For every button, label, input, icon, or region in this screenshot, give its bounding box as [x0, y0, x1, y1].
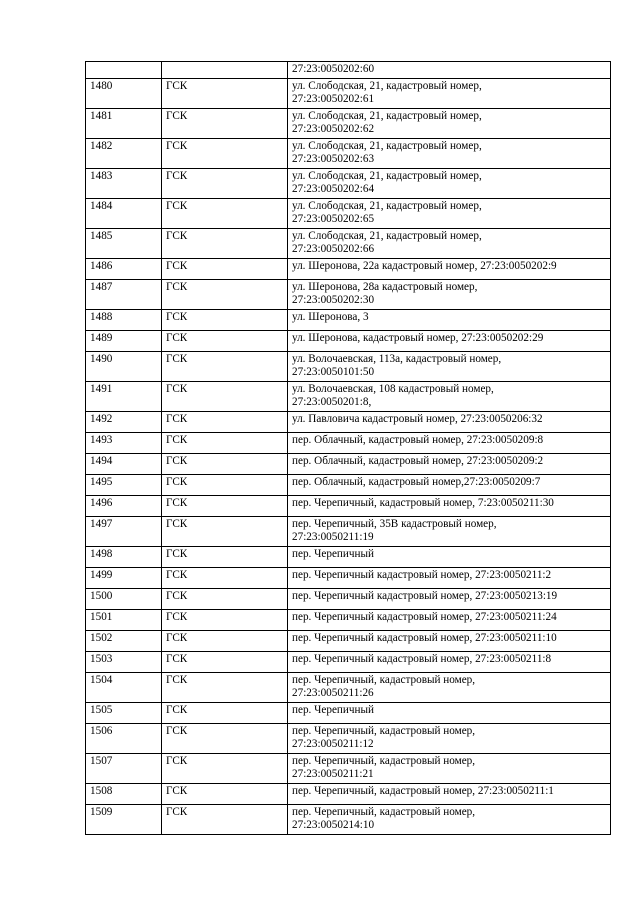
row-number-cell: 1494 — [86, 454, 162, 475]
table-row — [86, 631, 611, 652]
address-line: 27:23:0050202:64 — [292, 183, 375, 195]
table-row — [86, 352, 611, 382]
row-number-cell: 1486 — [86, 259, 162, 280]
address-cell — [288, 454, 611, 475]
address-line: ул. Слободская, 21, кадастровый номер, — [292, 110, 482, 122]
table-row — [86, 280, 611, 310]
address-cell — [288, 169, 611, 199]
row-number-cell: 1506 — [86, 724, 162, 754]
table-row — [86, 331, 611, 352]
address-line: 27:23:0050202:65 — [292, 213, 375, 225]
address-line: пер. Черепичный, кадастровый номер, — [292, 725, 476, 737]
address-line: 27:23:0050202:62 — [292, 123, 375, 135]
address-cell — [288, 79, 611, 109]
row-number-cell: 1497 — [86, 517, 162, 547]
object-type-cell: ГСК — [162, 433, 288, 454]
address-line: ул. Шеронова, 28а кадастровый номер, — [292, 281, 478, 293]
object-type-cell: ГСК — [162, 280, 288, 310]
row-number-cell: 1509 — [86, 805, 162, 835]
row-number-cell: 1490 — [86, 352, 162, 382]
object-type-cell: ГСК — [162, 673, 288, 703]
address-line: 27:23:0050201:8, — [292, 396, 372, 408]
row-number-cell: 1504 — [86, 673, 162, 703]
row-number-cell: 1501 — [86, 610, 162, 631]
table-row — [86, 310, 611, 331]
address-line: пер. Черепичный кадастровый номер, 27:23:0050213:19 — [292, 590, 558, 602]
table-row — [86, 724, 611, 754]
object-type-cell: ГСК — [162, 352, 288, 382]
table-row — [86, 259, 611, 280]
table-row — [86, 454, 611, 475]
row-number-cell: 1488 — [86, 310, 162, 331]
object-type-cell: ГСК — [162, 229, 288, 259]
address-line: пер. Облачный, кадастровый номер, 27:23:0050209:2 — [292, 455, 544, 467]
address-line: 27:23:0050211:21 — [292, 768, 374, 780]
table-row — [86, 229, 611, 259]
address-cell — [288, 280, 611, 310]
address-line: 27:23:0050211:12 — [292, 738, 374, 750]
object-type-cell: ГСК — [162, 79, 288, 109]
object-type-cell: ГСК — [162, 703, 288, 724]
address-cell — [288, 673, 611, 703]
address-line: ул. Волочаевская, 108 кадастровый номер, — [292, 383, 494, 395]
address-line: пер. Черепичный, кадастровый номер, — [292, 755, 476, 767]
table-row — [86, 784, 611, 805]
table-row — [86, 475, 611, 496]
row-number-cell: 1498 — [86, 547, 162, 568]
address-line: 27:23:0050202:63 — [292, 153, 375, 165]
object-type-cell: ГСК — [162, 610, 288, 631]
row-number-cell: 1484 — [86, 199, 162, 229]
row-number-cell: 1489 — [86, 331, 162, 352]
object-type-cell: ГСК — [162, 805, 288, 835]
address-cell — [288, 517, 611, 547]
table-row — [86, 673, 611, 703]
address-line: 27:23:0050202:61 — [292, 93, 375, 105]
row-number-cell: 1507 — [86, 754, 162, 784]
table-row — [86, 62, 611, 79]
registry-table-body — [86, 62, 611, 835]
object-type-cell: ГСК — [162, 754, 288, 784]
object-type-cell: ГСК — [162, 109, 288, 139]
address-line: 27:23:0050202:66 — [292, 243, 375, 255]
address-line: пер. Черепичный кадастровый номер, 27:23:0050211:8 — [292, 653, 552, 665]
table-row — [86, 79, 611, 109]
object-type-cell: ГСК — [162, 568, 288, 589]
object-type-cell: ГСК — [162, 724, 288, 754]
address-cell — [288, 62, 611, 79]
address-cell — [288, 139, 611, 169]
address-line: ул. Шеронова, кадастровый номер, 27:23:0050202:29 — [292, 332, 544, 344]
address-line: пер. Черепичный кадастровый номер, 27:23:0050211:2 — [292, 569, 552, 581]
row-number-cell: 1495 — [86, 475, 162, 496]
address-cell — [288, 610, 611, 631]
address-line: 27:23:0050211:26 — [292, 687, 374, 699]
object-type-cell: ГСК — [162, 454, 288, 475]
address-cell — [288, 568, 611, 589]
address-line: 27:23:0050214:10 — [292, 819, 375, 831]
table-row — [86, 382, 611, 412]
address-line: ул. Слободская, 21, кадастровый номер, — [292, 230, 482, 242]
address-line: пер. Черепичный, кадастровый номер, 27:23:0050211:1 — [292, 785, 554, 797]
address-cell — [288, 310, 611, 331]
address-line: пер. Облачный, кадастровый номер,27:23:0050209:7 — [292, 476, 541, 488]
table-row — [86, 652, 611, 673]
object-type-cell: ГСК — [162, 547, 288, 568]
address-line: ул. Слободская, 21, кадастровый номер, — [292, 140, 482, 152]
address-line: ул. Волочаевская, 113а, кадастровый номер, — [292, 353, 502, 365]
object-type-cell: ГСК — [162, 331, 288, 352]
row-number-cell: 1480 — [86, 79, 162, 109]
address-cell — [288, 331, 611, 352]
row-number-cell: 1502 — [86, 631, 162, 652]
object-type-cell: ГСК — [162, 784, 288, 805]
address-line: пер. Черепичный — [292, 704, 375, 716]
table-row — [86, 139, 611, 169]
table-row — [86, 109, 611, 139]
object-type-cell: ГСК — [162, 631, 288, 652]
address-line: пер. Черепичный — [292, 548, 375, 560]
row-number-cell: 1496 — [86, 496, 162, 517]
table-row — [86, 805, 611, 835]
object-type-cell: ГСК — [162, 199, 288, 229]
address-cell — [288, 547, 611, 568]
address-cell — [288, 352, 611, 382]
object-type-cell: ГСК — [162, 382, 288, 412]
address-cell — [288, 433, 611, 454]
object-type-cell: ГСК — [162, 169, 288, 199]
address-cell — [288, 754, 611, 784]
address-line: пер. Облачный, кадастровый номер, 27:23:0050209:8 — [292, 434, 544, 446]
table-row — [86, 568, 611, 589]
table-row — [86, 547, 611, 568]
object-type-cell — [162, 62, 288, 79]
table-row — [86, 199, 611, 229]
row-number-cell: 1491 — [86, 382, 162, 412]
address-line: 27:23:0050211:19 — [292, 531, 374, 543]
table-row — [86, 754, 611, 784]
object-type-cell: ГСК — [162, 475, 288, 496]
address-cell — [288, 199, 611, 229]
object-type-cell: ГСК — [162, 259, 288, 280]
table-row — [86, 169, 611, 199]
address-line: ул. Слободская, 21, кадастровый номер, — [292, 170, 482, 182]
object-type-cell: ГСК — [162, 652, 288, 673]
registry-table — [85, 61, 611, 835]
table-row — [86, 496, 611, 517]
table-row — [86, 589, 611, 610]
address-cell — [288, 589, 611, 610]
address-cell — [288, 496, 611, 517]
address-line: пер. Черепичный, кадастровый номер, — [292, 674, 476, 686]
row-number-cell: 1487 — [86, 280, 162, 310]
address-line: ул. Шеронова, 3 — [292, 311, 369, 323]
table-row — [86, 433, 611, 454]
row-number-cell: 1503 — [86, 652, 162, 673]
row-number-cell — [86, 62, 162, 79]
address-line: пер. Черепичный кадастровый номер, 27:23:0050211:24 — [292, 611, 557, 623]
address-cell — [288, 382, 611, 412]
object-type-cell: ГСК — [162, 310, 288, 331]
table-row — [86, 517, 611, 547]
table-row — [86, 412, 611, 433]
row-number-cell: 1485 — [86, 229, 162, 259]
address-line: ул. Слободская, 21, кадастровый номер, — [292, 80, 482, 92]
row-number-cell: 1492 — [86, 412, 162, 433]
address-cell — [288, 412, 611, 433]
row-number-cell: 1500 — [86, 589, 162, 610]
address-cell — [288, 724, 611, 754]
row-number-cell: 1482 — [86, 139, 162, 169]
row-number-cell: 1508 — [86, 784, 162, 805]
row-number-cell: 1481 — [86, 109, 162, 139]
address-cell — [288, 784, 611, 805]
address-line: ул. Шеронова, 22а кадастровый номер, 27:23:0050202:9 — [292, 260, 557, 272]
object-type-cell: ГСК — [162, 139, 288, 169]
address-cell — [288, 109, 611, 139]
address-line: 27:23:0050101:50 — [292, 366, 375, 378]
object-type-cell: ГСК — [162, 589, 288, 610]
address-line: пер. Черепичный, 35В кадастровый номер, — [292, 518, 497, 530]
address-line: 27:23:0050202:60 — [292, 63, 375, 75]
address-line: 27:23:0050202:30 — [292, 294, 375, 306]
object-type-cell: ГСК — [162, 412, 288, 433]
address-line: пер. Черепичный, кадастровый номер, 7:23:0050211:30 — [292, 497, 554, 509]
row-number-cell: 1493 — [86, 433, 162, 454]
table-row — [86, 610, 611, 631]
row-number-cell: 1499 — [86, 568, 162, 589]
row-number-cell: 1505 — [86, 703, 162, 724]
address-cell — [288, 475, 611, 496]
object-type-cell: ГСК — [162, 496, 288, 517]
table-row — [86, 703, 611, 724]
address-line: пер. Черепичный, кадастровый номер, — [292, 806, 476, 818]
object-type-cell: ГСК — [162, 517, 288, 547]
row-number-cell: 1483 — [86, 169, 162, 199]
address-cell — [288, 259, 611, 280]
address-line: ул. Павловича кадастровый номер, 27:23:0050206:32 — [292, 413, 543, 425]
address-line: ул. Слободская, 21, кадастровый номер, — [292, 200, 482, 212]
address-cell — [288, 805, 611, 835]
address-cell — [288, 652, 611, 673]
address-cell — [288, 703, 611, 724]
address-line: пер. Черепичный кадастровый номер, 27:23:0050211:10 — [292, 632, 557, 644]
address-cell — [288, 631, 611, 652]
address-cell — [288, 229, 611, 259]
